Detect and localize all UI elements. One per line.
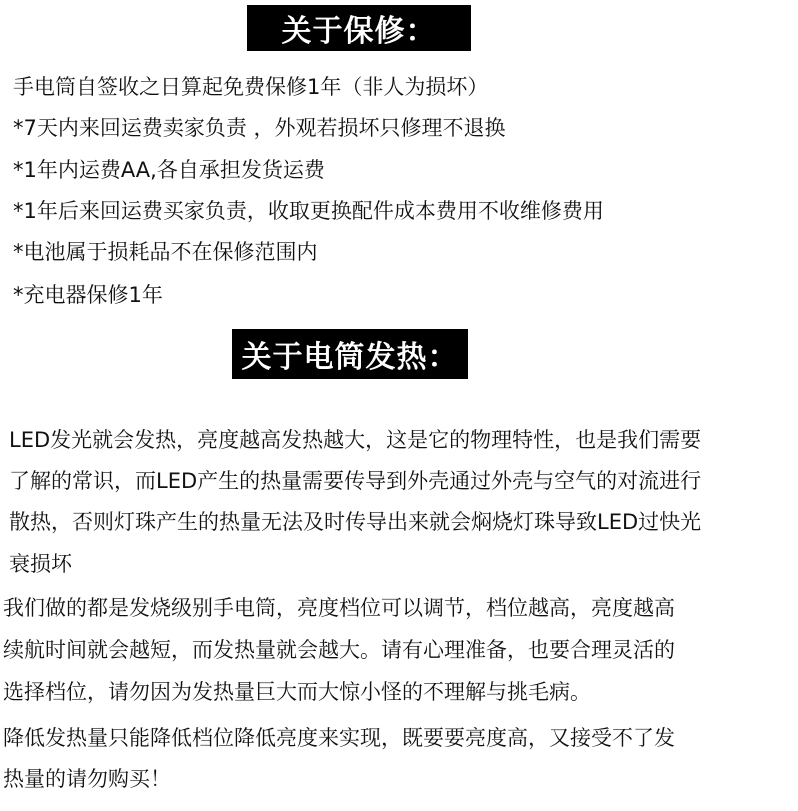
paragraph-line: 热量的请勿购买！ <box>3 767 171 791</box>
paragraph-line: LED发光就会发热，亮度越高发热越大，这是它的物理特性，也是我们需要 <box>9 428 702 452</box>
paragraph-line: 散热，否则灯珠产生的热量无法及时传导出来就会焖烧灯珠导致LED过快光 <box>9 510 702 534</box>
paragraph-line: 衰损坏 <box>9 552 72 576</box>
warranty-item: *7天内来回运费卖家负责 ，外观若损坏只修理不退换 <box>13 116 506 140</box>
heat-heading-text: 关于电筒发热： <box>241 340 459 375</box>
warranty-heading <box>247 5 471 51</box>
warranty-heading-text: 关于保修： <box>281 14 437 49</box>
paragraph-line: 续航时间就会越短，而发热量就会越大。请有心理准备，也要合理灵活的 <box>3 638 675 662</box>
warranty-item: *充电器保修1年 <box>13 283 163 307</box>
paragraph-line: 选择档位，请勿因为发热量巨大而大惊小怪的不理解与挑毛病。 <box>3 680 591 704</box>
paragraph-line: 我们做的都是发烧级别手电筒，亮度档位可以调节，档位越高，亮度越高 <box>3 596 675 620</box>
paragraph-line: 了解的常识，而LED产生的热量需要传导到外壳通过外壳与空气的对流进行 <box>9 469 702 493</box>
warranty-item: 手电筒自签收之日算起免费保修1年（非人为损坏） <box>13 75 489 99</box>
warranty-item: *1年内运费AA,各自承担发货运费 <box>13 158 325 182</box>
warranty-item: *1年后来回运费买家负责，收取更换配件成本费用不收维修费用 <box>13 199 604 223</box>
paragraph-line: 降低发热量只能降低档位降低亮度来实现，既要要亮度高，又接受不了发 <box>3 726 675 750</box>
heat-heading <box>232 329 468 379</box>
warranty-item: *电池属于损耗品不在保修范围内 <box>13 240 318 264</box>
